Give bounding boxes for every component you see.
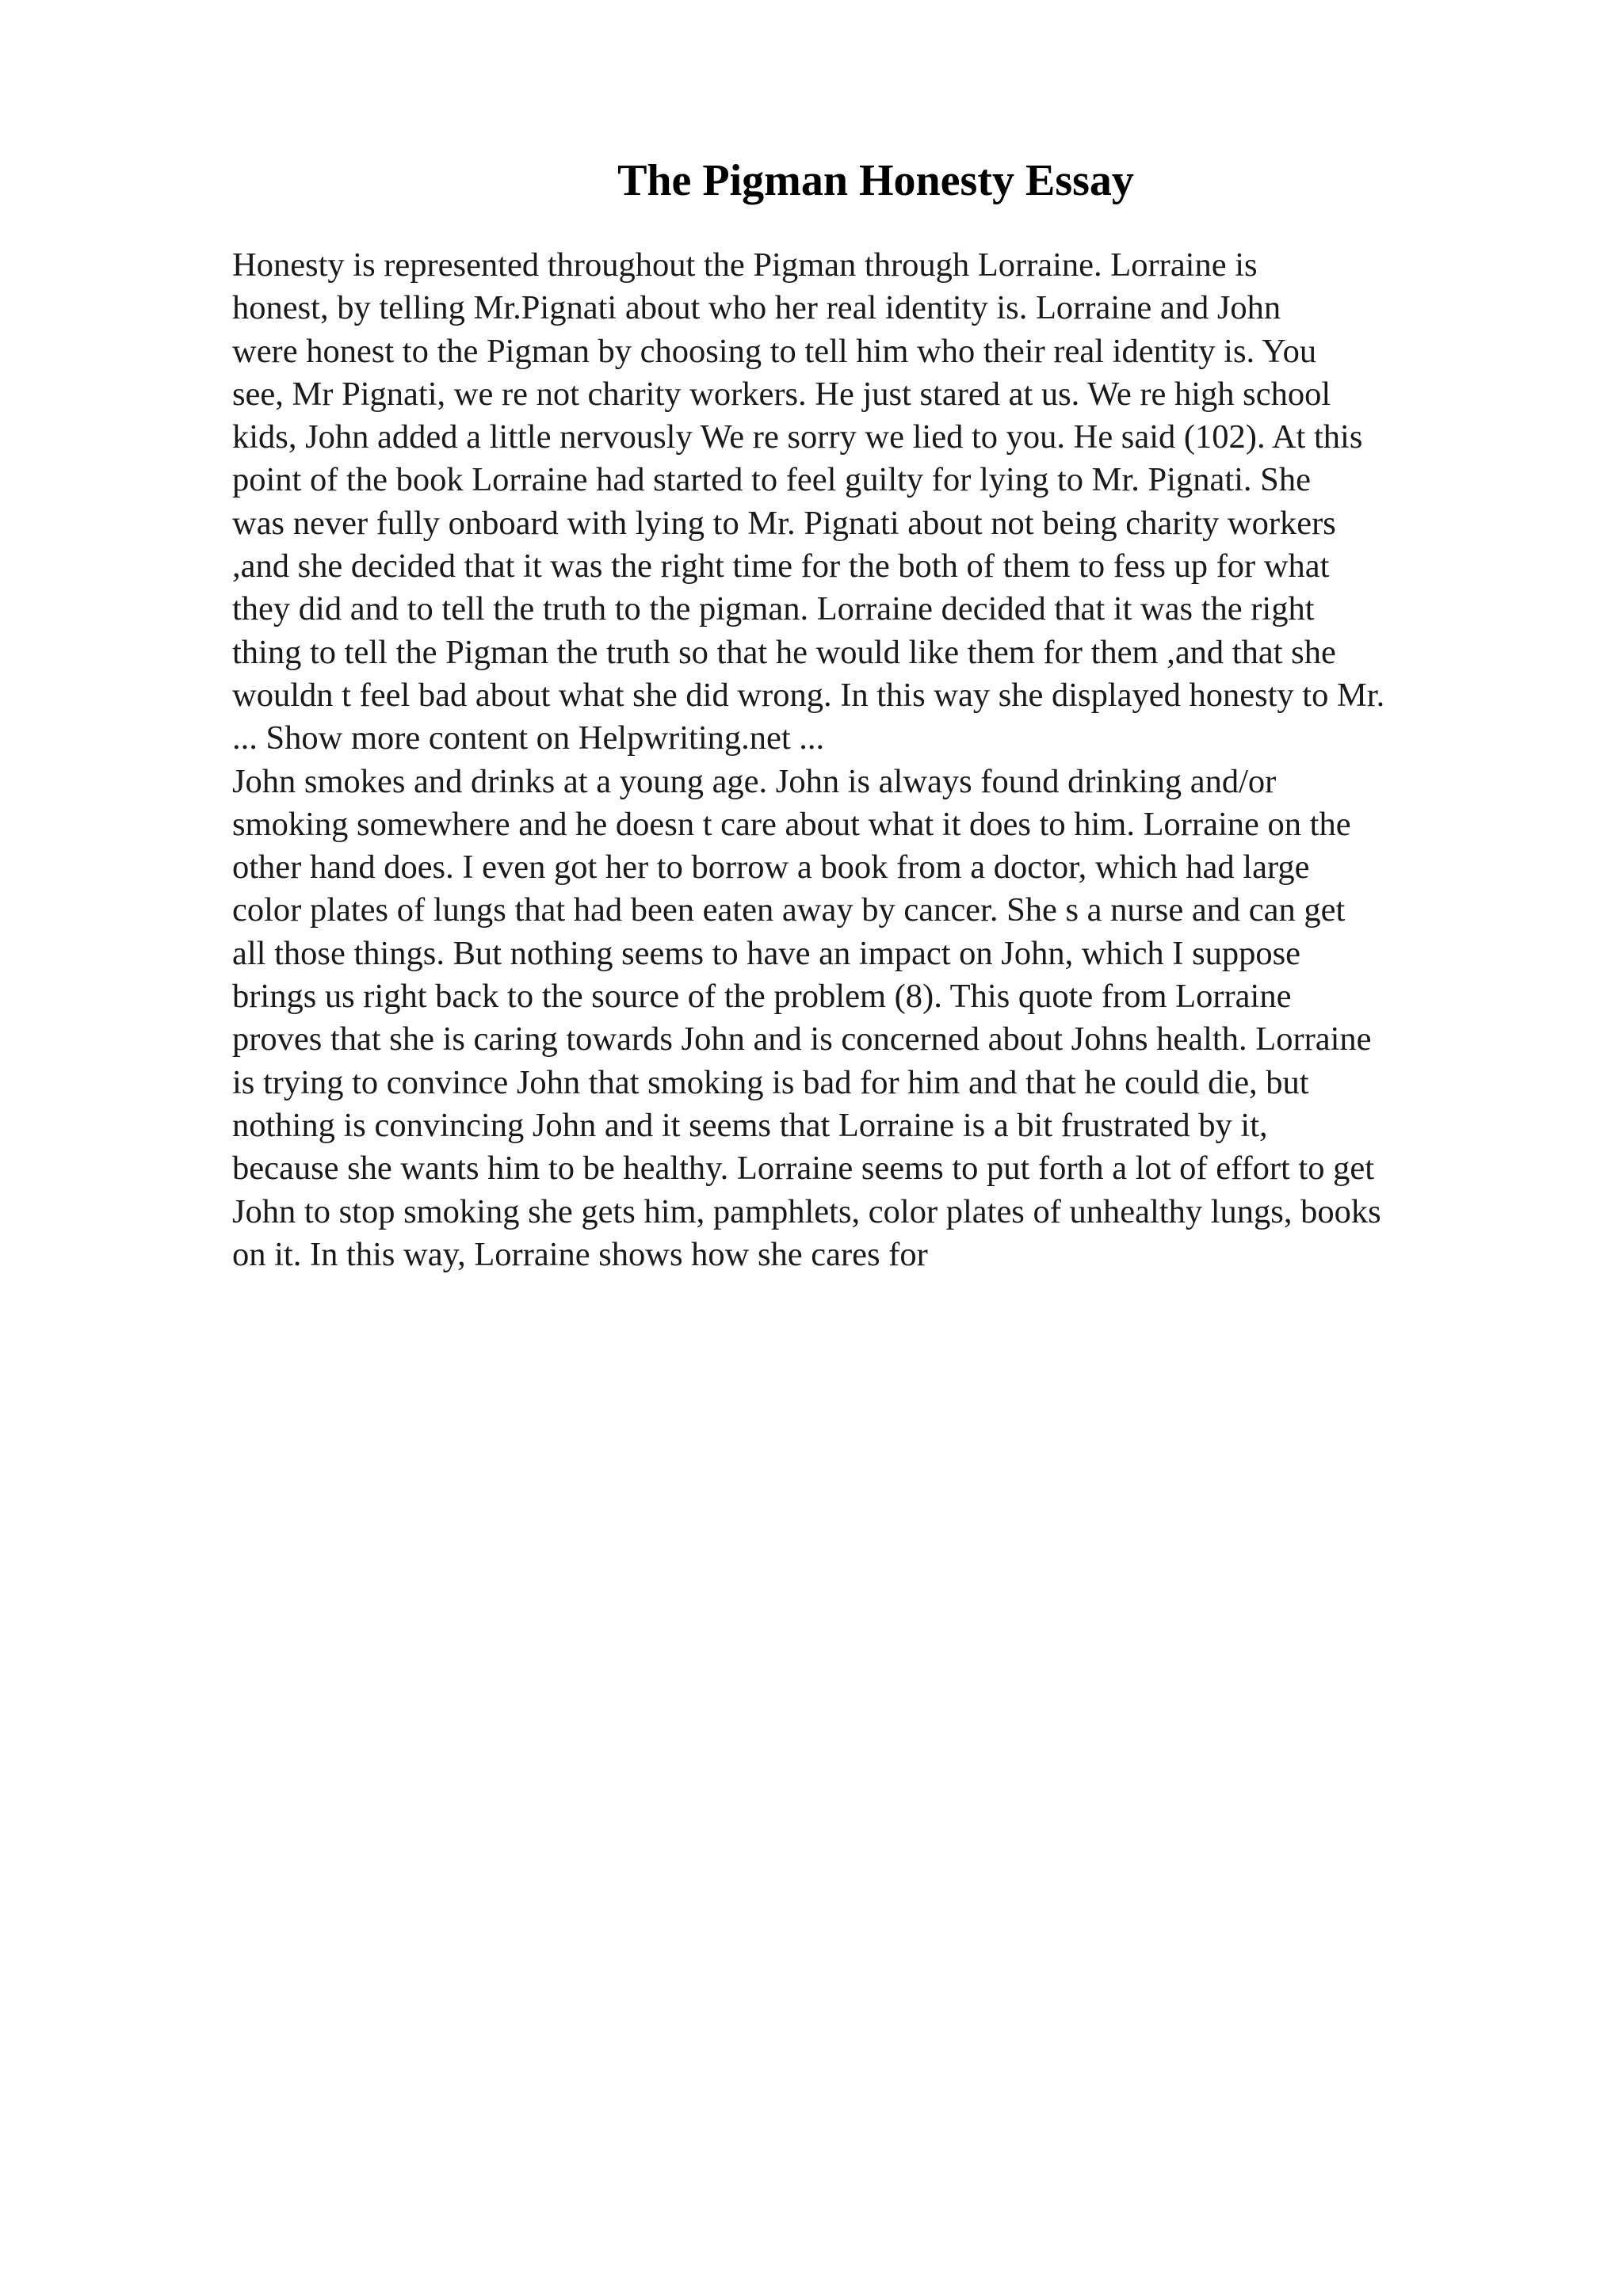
text-line: nothing is convincing John and it seems that Lorraine is a bit frustrated by it, <box>232 1106 1268 1144</box>
text-line: other hand does. I even got her to borrow a book from a doctor, which had large <box>232 849 1310 887</box>
document-title: The Pigman Honesty Essay <box>617 156 1134 205</box>
text-line: John smokes and drinks at a young age. John is always found drinking and/or <box>232 762 1277 800</box>
text-line: was never fully onboard with lying to Mr. Pignati about not being charity workers <box>232 504 1336 542</box>
text-line: kids, John added a little nervously We re sorry we lied to you. He said (102). At this <box>232 418 1363 456</box>
text-line: were honest to the Pigman by choosing to tell him who their real identity is. You <box>232 332 1317 370</box>
essay-body <box>232 244 1532 1276</box>
text-line: Honesty is represented throughout the Pigman through Lorraine. Lorraine is <box>232 246 1258 284</box>
text-line: because she wants him to be healthy. Lorraine seems to put forth a lot of effort to get <box>232 1150 1375 1188</box>
text-line: all those things. But nothing seems to have an impact on John, which I suppose <box>232 934 1301 972</box>
show-more-line: ... Show more content on Helpwriting.net ... <box>232 719 825 757</box>
text-line: brings us right back to the source of the problem (8). This quote from Lorraine <box>232 978 1292 1016</box>
text-line: is trying to convince John that smoking is bad for him and that he could die, but <box>232 1063 1309 1101</box>
text-line: see, Mr Pignati, we re not charity workers. He just stared at us. We re high school <box>232 375 1331 413</box>
text-line: wouldn t feel bad about what she did wrong. In this way she displayed honesty to Mr. <box>232 676 1385 714</box>
text-line: thing to tell the Pigman the truth so that he would like them for them ,and that she <box>232 633 1336 671</box>
text-line: John to stop smoking she gets him, pamphlets, color plates of unhealthy lungs, books <box>232 1192 1381 1230</box>
text-line: smoking somewhere and he doesn t care about what it does to him. Lorraine on the <box>232 805 1351 843</box>
text-line: they did and to tell the truth to the pigman. Lorraine decided that it was the right <box>232 590 1315 628</box>
text-line: proves that she is caring towards John and is concerned about Johns health. Lorraine <box>232 1020 1372 1058</box>
text-line: point of the book Lorraine had started to feel guilty for lying to Mr. Pignati. She <box>232 461 1311 499</box>
text-line: honest, by telling Mr.Pignati about who her real identity is. Lorraine and John <box>232 289 1281 327</box>
text-line: color plates of lungs that had been eaten away by cancer. She s a nurse and can get <box>232 891 1346 929</box>
text-line: on it. In this way, Lorraine shows how she cares for <box>232 1235 928 1273</box>
text-line: ,and she decided that it was the right time for the both of them to fess up for what <box>232 547 1330 585</box>
